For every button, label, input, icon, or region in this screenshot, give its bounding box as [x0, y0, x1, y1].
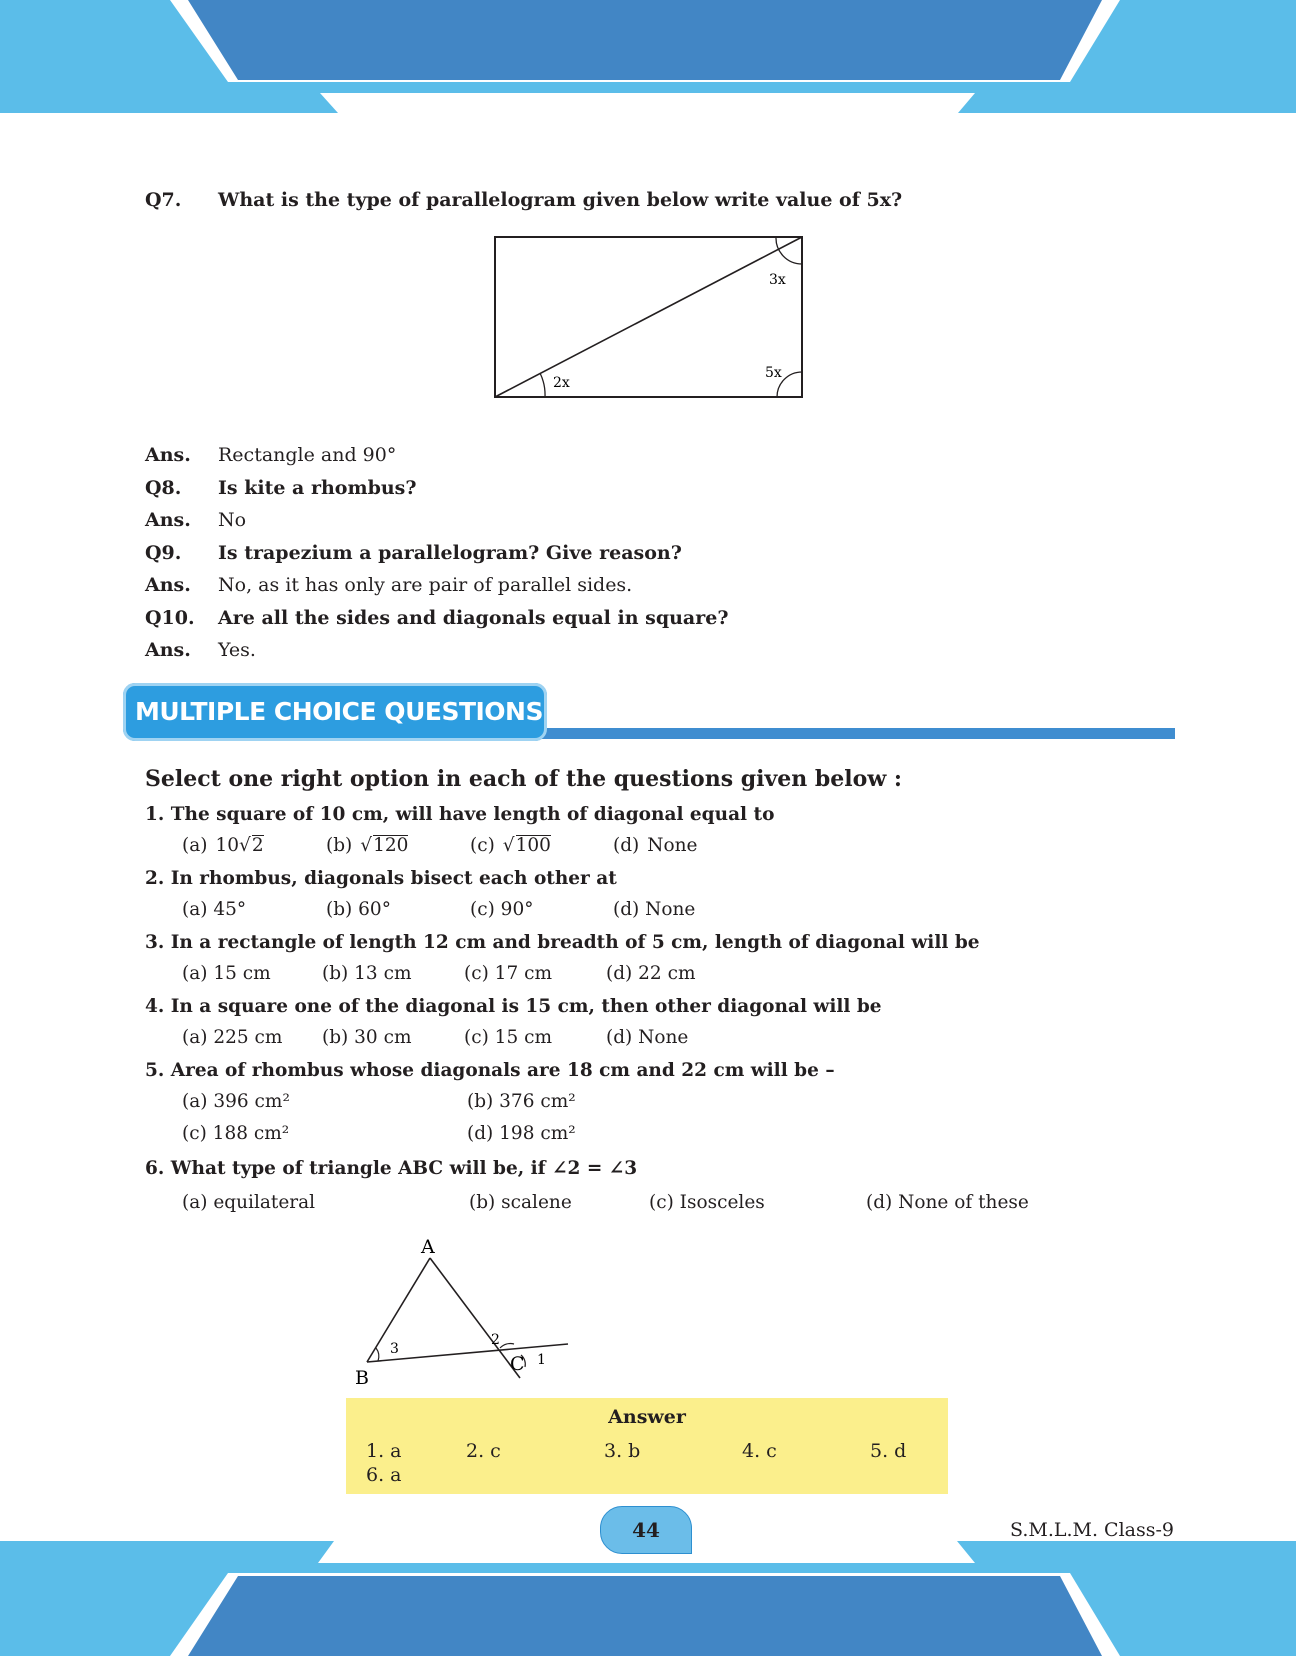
- ans-q10-label: Ans.: [145, 639, 191, 661]
- option-value: None: [647, 835, 698, 856]
- mcq-q5: 5. Area of rhombus whose diagonals are 18 cm and 22 cm will be –: [145, 1060, 835, 1081]
- q10-label: Q10.: [145, 607, 195, 629]
- mcq-q2-option-a[interactable]: (a) 45°: [182, 899, 247, 920]
- mcq-banner: [123, 683, 547, 741]
- mcq-q3-option-d[interactable]: (d) 22 cm: [606, 963, 696, 984]
- mcq-q4: 4. In a square one of the diagonal is 15 cm, then other diagonal will be: [145, 996, 882, 1017]
- vertex-label-a: A: [421, 1236, 435, 1258]
- mcq-q4-option-d[interactable]: (d) None: [606, 1027, 689, 1048]
- answer-title: Answer: [608, 1406, 686, 1428]
- top-header-decoration: [0, 0, 1296, 115]
- q7-label: Q7.: [145, 189, 182, 211]
- mcq-q5-option-c[interactable]: (c) 188 cm²: [182, 1123, 290, 1144]
- ans-q8-label: Ans.: [145, 509, 191, 531]
- mcq-q1-option-c[interactable]: [470, 835, 551, 856]
- angle-label-3x: 3x: [769, 272, 786, 288]
- answer-item: 6. a: [366, 1464, 402, 1486]
- q8-label: Q8.: [145, 477, 182, 499]
- answer-item: 1. a: [366, 1440, 402, 1462]
- q9-label: Q9.: [145, 542, 182, 564]
- ans-q9-text: No, as it has only are pair of parallel sides.: [218, 574, 633, 596]
- answer-item: 5. d: [870, 1440, 907, 1462]
- answer-item: 4. c: [742, 1440, 777, 1462]
- angle-arc-2: [500, 1343, 514, 1348]
- mcq-banner-title: MULTIPLE CHOICE QUESTIONS: [135, 697, 543, 726]
- ans-q7-text: Rectangle and 90°: [218, 444, 397, 466]
- mcq-q4-option-c[interactable]: (c) 15 cm: [464, 1027, 553, 1048]
- mcq-q1-option-a[interactable]: [182, 835, 264, 856]
- vertex-label-b: B: [355, 1367, 369, 1389]
- triangle-side-ac-extended: [430, 1258, 520, 1378]
- sqrt-symbol: √: [502, 835, 515, 856]
- mcq-q6-option-c[interactable]: (c) Isosceles: [649, 1192, 765, 1213]
- mcq-q3-option-c[interactable]: (c) 17 cm: [464, 963, 553, 984]
- mcq-q1-option-b[interactable]: [326, 835, 408, 856]
- q8-question: Is kite a rhombus?: [218, 477, 417, 499]
- mcq-q3-option-b[interactable]: (b) 13 cm: [322, 963, 412, 984]
- q9-question: Is trapezium a parallelogram? Give reason?: [218, 542, 682, 564]
- radicand: 2: [251, 835, 264, 856]
- mcq-q2-option-b[interactable]: (b) 60°: [326, 899, 391, 920]
- answer-box: [346, 1398, 948, 1494]
- mcq-instruction: Select one right option in each of the questions given below :: [145, 766, 903, 792]
- mcq-q2-option-c[interactable]: (c) 90°: [470, 899, 534, 920]
- ans-q10-text: Yes.: [218, 639, 256, 661]
- page-number: 44: [632, 1518, 660, 1542]
- mcq-q1: 1. The square of 10 cm, will have length of diagonal equal to: [145, 804, 775, 825]
- answer-item: 3. b: [604, 1440, 641, 1462]
- parallelogram-figure: [490, 232, 810, 402]
- mcq-q2-option-d[interactable]: (d) None: [613, 899, 696, 920]
- option-tag: (a): [182, 835, 208, 856]
- mcq-q6-option-a[interactable]: (a) equilateral: [182, 1192, 316, 1213]
- mcq-q6-option-d[interactable]: (d) None of these: [866, 1192, 1029, 1213]
- mcq-q6-option-b[interactable]: (b) scalene: [469, 1192, 572, 1213]
- bottom-footer-decoration: [0, 1541, 1296, 1656]
- angle-arc-3: [376, 1348, 379, 1361]
- sqrt-symbol: √: [239, 835, 251, 856]
- option-value-prefix: 10: [215, 835, 240, 856]
- mcq-q5-option-b[interactable]: (b) 376 cm²: [467, 1091, 576, 1112]
- radicand: 100: [515, 835, 551, 856]
- mcq-q4-option-a[interactable]: (a) 225 cm: [182, 1027, 283, 1048]
- angle-arc-3x: [776, 237, 802, 264]
- mcq-q6: 6. What type of triangle ABC will be, if ∠2 = ∠3: [145, 1158, 638, 1179]
- q7-question: What is the type of parallelogram given below write value of 5x?: [218, 189, 903, 211]
- mcq-banner-rule: [540, 728, 1175, 739]
- mcq-q3: 3. In a rectangle of length 12 cm and breadth of 5 cm, length of diagonal will be: [145, 932, 980, 953]
- mcq-q2: 2. In rhombus, diagonals bisect each other at: [145, 868, 617, 889]
- option-tag: (b): [326, 835, 353, 856]
- mcq-q1-option-d[interactable]: [613, 835, 697, 856]
- angle-label-3: 3: [390, 1341, 399, 1357]
- mcq-q4-option-b[interactable]: (b) 30 cm: [322, 1027, 412, 1048]
- angle-label-5x: 5x: [765, 365, 782, 381]
- mcq-q5-option-d[interactable]: (d) 198 cm²: [467, 1123, 576, 1144]
- vertex-label-c: C: [510, 1353, 525, 1375]
- option-tag: (c): [470, 835, 495, 856]
- radicand: 120: [373, 835, 409, 856]
- triangle-abc-figure: [350, 1230, 580, 1390]
- ans-q8-text: No: [218, 509, 247, 531]
- q10-question: Are all the sides and diagonals equal in square?: [218, 607, 729, 629]
- ans-q7-label: Ans.: [145, 444, 191, 466]
- angle-label-2x: 2x: [553, 375, 570, 391]
- mcq-q3-option-a[interactable]: (a) 15 cm: [182, 963, 271, 984]
- angle-label-2: 2: [491, 1332, 500, 1348]
- mcq-q5-option-a[interactable]: (a) 396 cm²: [182, 1091, 290, 1112]
- angle-arc-2x: [540, 373, 545, 397]
- answer-item: 2. c: [466, 1440, 501, 1462]
- angle-label-1: 1: [537, 1352, 546, 1368]
- book-title: S.M.L.M. Class-9: [1009, 1519, 1174, 1541]
- sqrt-symbol: √: [360, 835, 373, 856]
- option-tag: (d): [613, 835, 640, 856]
- rectangle-diagonal: [495, 237, 802, 397]
- ans-q9-label: Ans.: [145, 574, 191, 596]
